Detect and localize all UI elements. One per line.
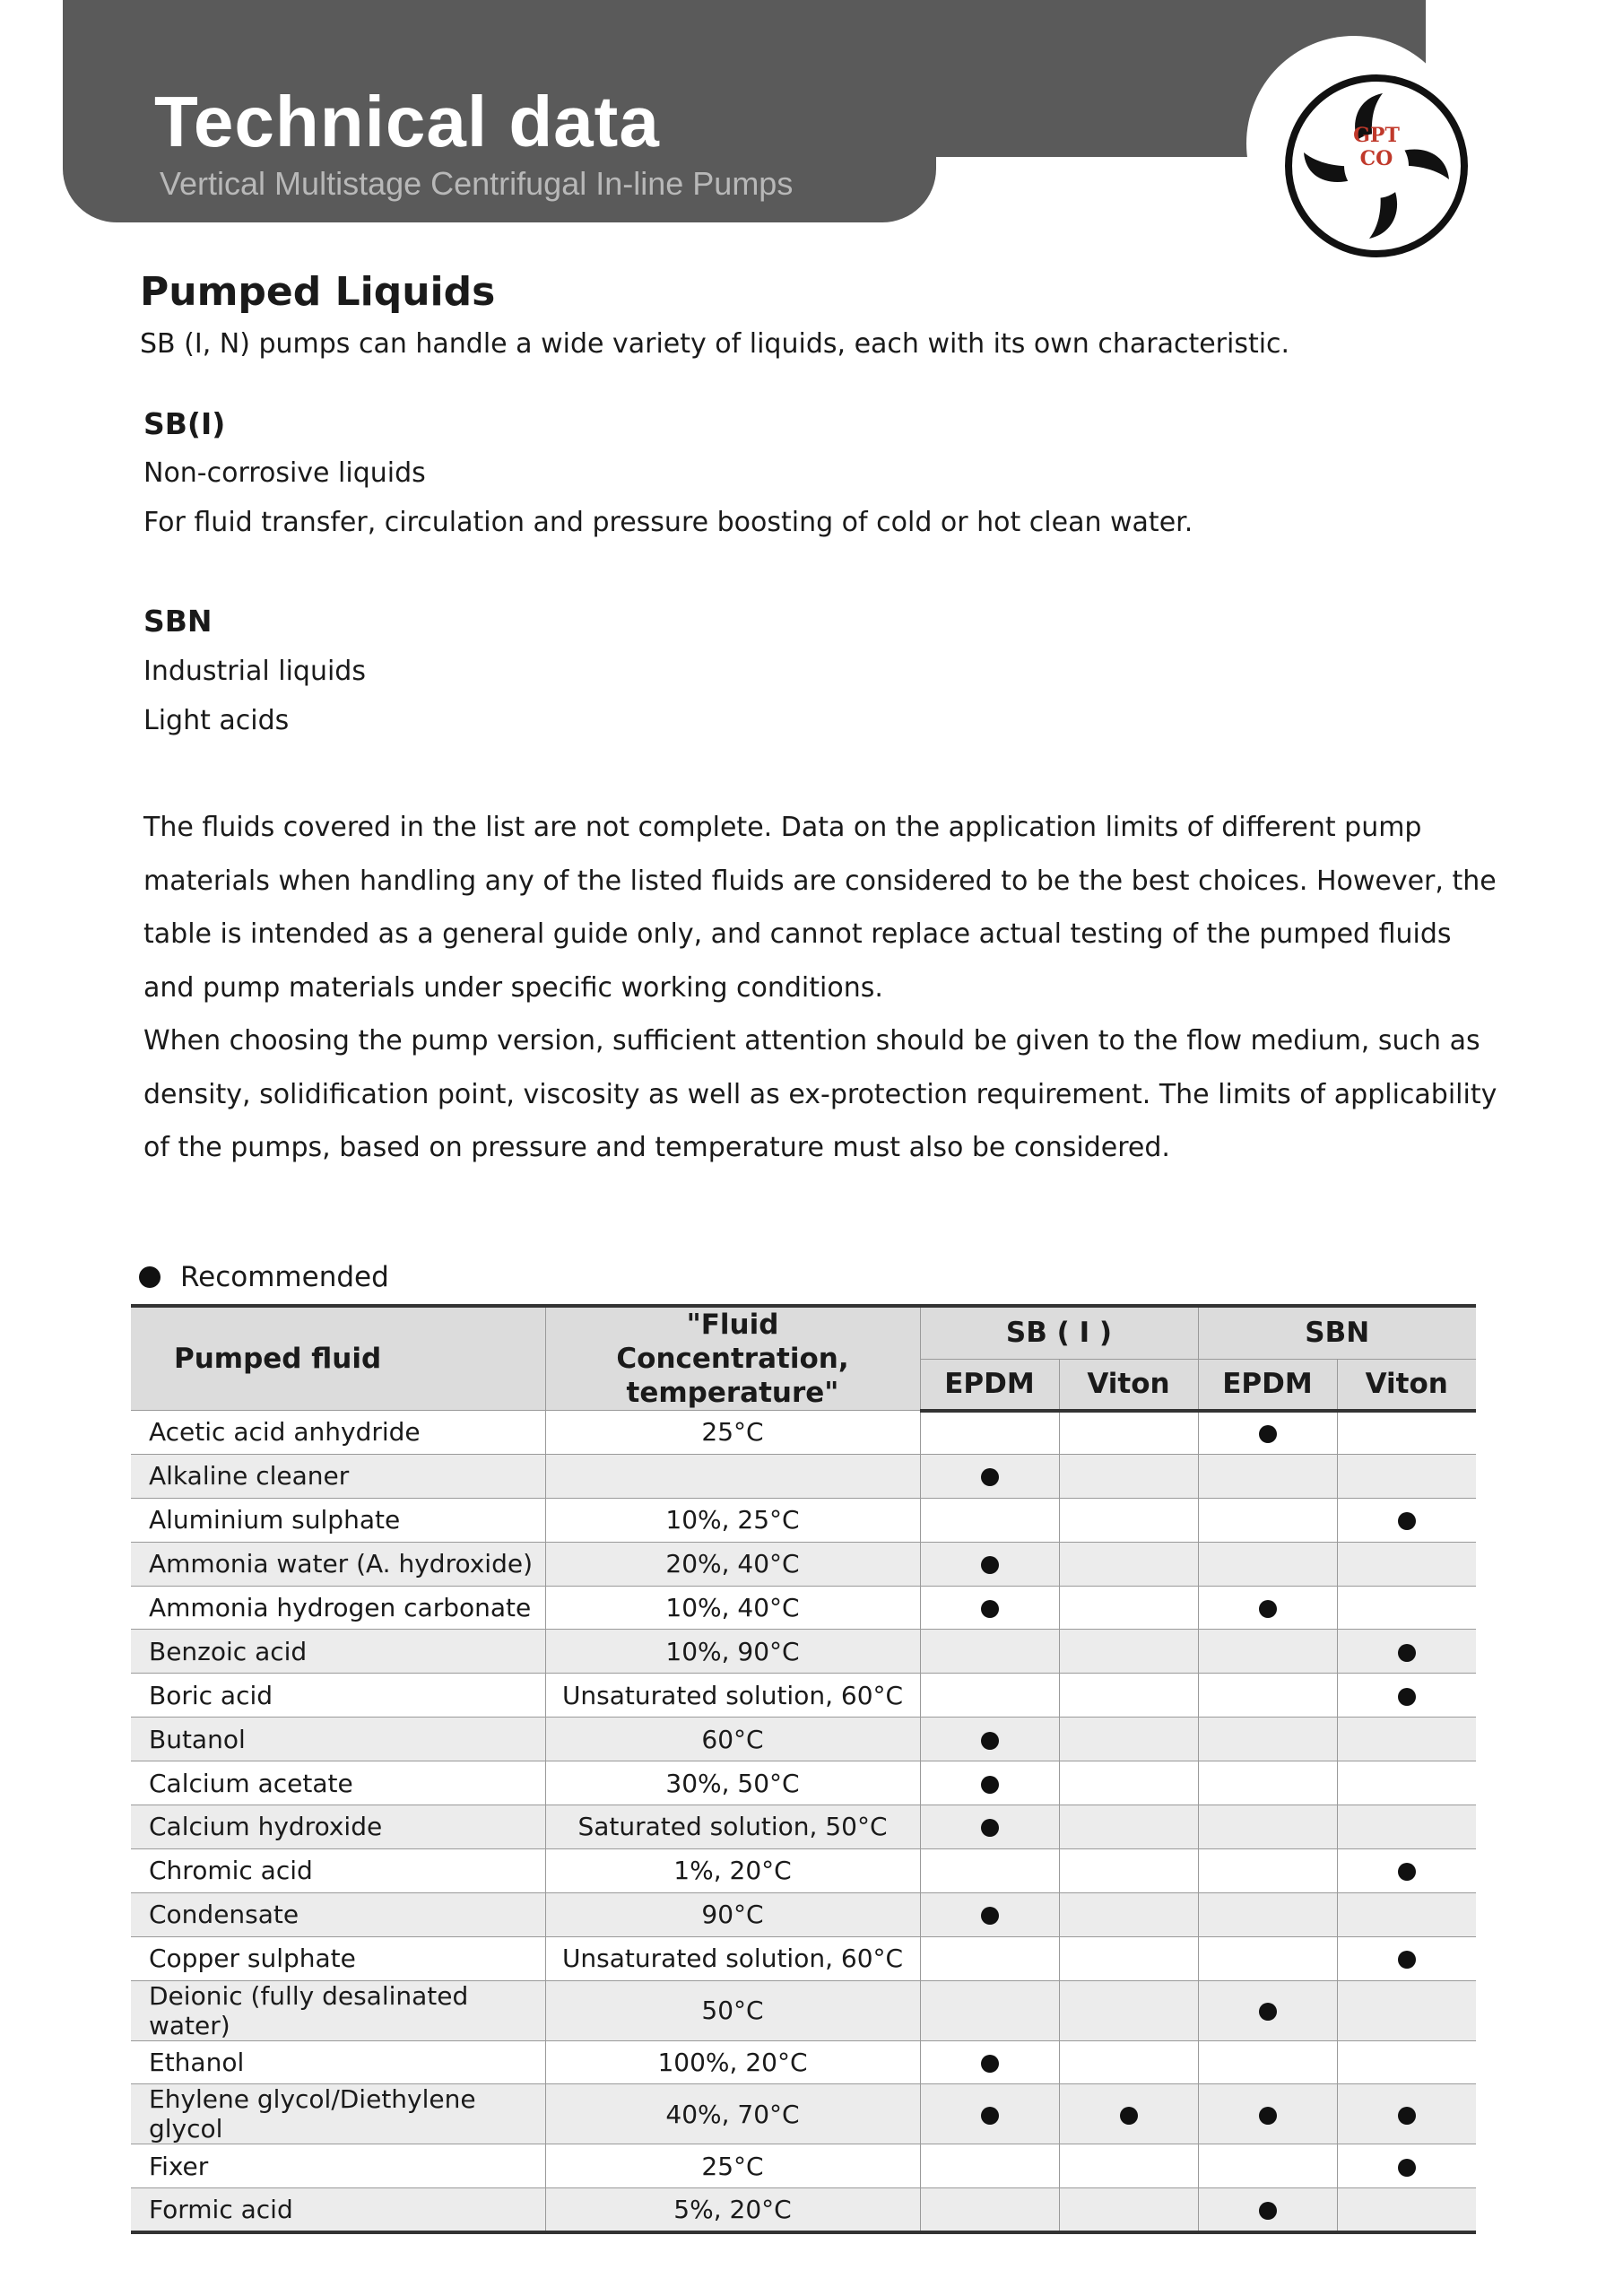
sbi-viton-cell: [1059, 1411, 1198, 1455]
table-row: [131, 1805, 1476, 1849]
recommended-dot-icon: [1259, 1600, 1277, 1618]
logo-text-top: GPT: [1353, 124, 1400, 147]
concentration-cell: 1%, 20°C: [545, 1848, 920, 1892]
notes-paragraph: [143, 801, 1497, 1175]
sbn-epdm-cell: [1198, 1674, 1337, 1718]
concentration-cell: 30%, 50°C: [545, 1761, 920, 1805]
concentration-cell: 50°C: [545, 1980, 920, 2040]
recommended-dot-icon: [1259, 2202, 1277, 2220]
concentration-cell: 25°C: [545, 1411, 920, 1455]
header-pumped-fluid: Pumped fluid: [131, 1306, 545, 1411]
recommended-dot-icon: [981, 1468, 999, 1486]
paragraph-line: materials when handling any of the listed fluids are considered to be the best choices. However, the: [143, 865, 1497, 897]
concentration-cell: 10%, 40°C: [545, 1586, 920, 1630]
sbi-epdm-cell: [920, 1674, 1059, 1718]
fluid-name-cell: Ehylene glycol/Diethylene glycol: [131, 2084, 545, 2144]
fluid-name-cell: Chromic acid: [131, 1848, 545, 1892]
sbi-epdm-cell: [920, 1761, 1059, 1805]
sbn-epdm-cell: [1198, 1892, 1337, 1936]
sbi-viton-cell: [1059, 1761, 1198, 1805]
pumped-fluids-table: [131, 1304, 1476, 2234]
sbi-epdm-cell: [920, 1892, 1059, 1936]
concentration-cell: 90°C: [545, 1892, 920, 1936]
concentration-cell: 10%, 90°C: [545, 1630, 920, 1674]
sbi-epdm-cell: [920, 2040, 1059, 2084]
sbi-epdm-cell: [920, 1805, 1059, 1849]
legend-label: Recommended: [180, 1261, 389, 1293]
table-row: [131, 1498, 1476, 1542]
logo-text-bottom: CO: [1359, 147, 1393, 170]
recommended-dot-icon: [1398, 1688, 1416, 1706]
recommended-dot-icon: [1120, 2107, 1138, 2125]
sbn-epdm-cell: [1198, 1761, 1337, 1805]
sbi-viton-cell: [1059, 1718, 1198, 1761]
sbi-heading: SB(I): [143, 406, 226, 441]
recommended-dot-icon: [1398, 1863, 1416, 1881]
concentration-cell: Saturated solution, 50°C: [545, 1805, 920, 1849]
sbn-viton-cell: [1337, 1498, 1476, 1542]
sbn-viton-cell: [1337, 1892, 1476, 1936]
table-row: [131, 1892, 1476, 1936]
sbi-epdm-cell: [920, 1630, 1059, 1674]
sbi-epdm-cell: [920, 1718, 1059, 1761]
sbi-line: For fluid transfer, circulation and pressure boosting of cold or hot clean water.: [143, 507, 1193, 538]
header-sbi-epdm: EPDM: [920, 1359, 1059, 1410]
header-sbn-epdm: EPDM: [1198, 1359, 1337, 1410]
fluid-name-cell: Copper sulphate: [131, 1936, 545, 1980]
fluid-name-cell: Fixer: [131, 2144, 545, 2188]
sbn-viton-cell: [1337, 1630, 1476, 1674]
sbi-epdm-cell: [920, 1586, 1059, 1630]
sbn-epdm-cell: [1198, 1498, 1337, 1542]
table-row: [131, 2188, 1476, 2232]
recommended-dot-icon: [139, 1266, 161, 1288]
sbn-epdm-cell: [1198, 2040, 1337, 2084]
table-row: [131, 1761, 1476, 1805]
paragraph-line: The fluids covered in the list are not complete. Data on the application limits of different pump: [143, 812, 1422, 843]
page-title: Technical data: [154, 82, 660, 161]
sbn-viton-cell: [1337, 2040, 1476, 2084]
concentration-cell: 25°C: [545, 2144, 920, 2188]
sbi-viton-cell: [1059, 1848, 1198, 1892]
sbi-epdm-cell: [920, 1848, 1059, 1892]
paragraph-line: density, solidification point, viscosity as well as ex-protection requirement. The limits of applicability: [143, 1078, 1497, 1110]
page-subtitle: Vertical Multistage Centrifugal In-line Pumps: [160, 165, 794, 202]
sbi-viton-cell: [1059, 1936, 1198, 1980]
table-row: [131, 1674, 1476, 1718]
sbn-epdm-cell: [1198, 1805, 1337, 1849]
sbi-epdm-cell: [920, 2084, 1059, 2144]
table-row: [131, 1454, 1476, 1498]
concentration-cell: 100%, 20°C: [545, 2040, 920, 2084]
sbn-viton-cell: [1337, 1848, 1476, 1892]
sbi-viton-cell: [1059, 1454, 1198, 1498]
sbi-viton-cell: [1059, 2188, 1198, 2232]
header-sbn-viton: Viton: [1337, 1359, 1476, 1410]
paragraph-line: table is intended as a general guide only, and cannot replace actual testing of the pumped fluids: [143, 918, 1452, 950]
table-row: [131, 1718, 1476, 1761]
sbi-viton-cell: [1059, 1630, 1198, 1674]
recommended-dot-icon: [1398, 2107, 1416, 2125]
recommended-dot-icon: [981, 1600, 999, 1618]
recommended-dot-icon: [1259, 1425, 1277, 1443]
sbn-epdm-cell: [1198, 1411, 1337, 1455]
sbn-line: Light acids: [143, 705, 290, 736]
recommended-dot-icon: [981, 2055, 999, 2073]
header-sbi-viton: Viton: [1059, 1359, 1198, 1410]
sbn-epdm-cell: [1198, 1936, 1337, 1980]
section-heading: Pumped Liquids: [140, 269, 496, 315]
sbn-heading: SBN: [143, 604, 213, 639]
fluid-name-cell: Benzoic acid: [131, 1630, 545, 1674]
sbn-epdm-cell: [1198, 1586, 1337, 1630]
sbn-viton-cell: [1337, 1805, 1476, 1849]
concentration-cell: 5%, 20°C: [545, 2188, 920, 2232]
sbi-epdm-cell: [920, 1542, 1059, 1586]
sbn-epdm-cell: [1198, 1454, 1337, 1498]
sbn-viton-cell: [1337, 1718, 1476, 1761]
paragraph-line: When choosing the pump version, sufficient attention should be given to the flow medium, such as: [143, 1025, 1480, 1057]
sbi-epdm-cell: [920, 1936, 1059, 1980]
sbn-epdm-cell: [1198, 1542, 1337, 1586]
fluid-name-cell: Formic acid: [131, 2188, 545, 2232]
sbn-epdm-cell: [1198, 2188, 1337, 2232]
sbi-epdm-cell: [920, 2144, 1059, 2188]
recommended-dot-icon: [1259, 2003, 1277, 2021]
sbi-viton-cell: [1059, 1674, 1198, 1718]
legend: [139, 1261, 389, 1293]
sbi-epdm-cell: [920, 1980, 1059, 2040]
table-row: [131, 1542, 1476, 1586]
section-intro: SB (I, N) pumps can handle a wide variety of liquids, each with its own characteristic.: [140, 328, 1290, 360]
table-row: [131, 1411, 1476, 1455]
sbn-viton-cell: [1337, 1674, 1476, 1718]
paragraph-line: and pump materials under specific working conditions.: [143, 971, 883, 1004]
sbi-viton-cell: [1059, 1892, 1198, 1936]
table-row: [131, 1848, 1476, 1892]
sbn-viton-cell: [1337, 2188, 1476, 2232]
sbn-viton-cell: [1337, 1980, 1476, 2040]
fluid-name-cell: Ethanol: [131, 2040, 545, 2084]
sbn-epdm-cell: [1198, 1630, 1337, 1674]
table-row: [131, 1586, 1476, 1630]
sbn-viton-cell: [1337, 1454, 1476, 1498]
fluid-name-cell: Condensate: [131, 1892, 545, 1936]
table-row: [131, 2144, 1476, 2188]
recommended-dot-icon: [981, 1776, 999, 1794]
fluid-name-cell: Calcium acetate: [131, 1761, 545, 1805]
concentration-cell: [545, 1454, 920, 1498]
sbn-line: Industrial liquids: [143, 656, 366, 687]
fluid-name-cell: Ammonia hydrogen carbonate: [131, 1586, 545, 1630]
recommended-dot-icon: [1398, 2159, 1416, 2177]
paragraph-line: of the pumps, based on pressure and temperature must also be considered.: [143, 1132, 1170, 1163]
sbi-viton-cell: [1059, 1805, 1198, 1849]
table-row: [131, 2040, 1476, 2084]
fluid-name-cell: Alkaline cleaner: [131, 1454, 545, 1498]
recommended-dot-icon: [981, 2107, 999, 2125]
fluid-name-cell: Butanol: [131, 1718, 545, 1761]
sbn-viton-cell: [1337, 1936, 1476, 1980]
concentration-cell: 20%, 40°C: [545, 1542, 920, 1586]
sbn-epdm-cell: [1198, 2144, 1337, 2188]
header-concentration-text: "Fluid Concentration, temperature": [616, 1309, 849, 1409]
recommended-dot-icon: [1259, 2107, 1277, 2125]
table-row: [131, 1980, 1476, 2040]
recommended-dot-icon: [981, 1556, 999, 1574]
concentration-cell: Unsaturated solution, 60°C: [545, 1936, 920, 1980]
sbn-epdm-cell: [1198, 1718, 1337, 1761]
fluid-name-cell: Aluminium sulphate: [131, 1498, 545, 1542]
fluid-name-cell: Deionic (fully desalinated water): [131, 1980, 545, 2040]
table-row: [131, 2084, 1476, 2144]
header-group-sbn: SBN: [1198, 1306, 1476, 1359]
sbn-epdm-cell: [1198, 2084, 1337, 2144]
sbi-viton-cell: [1059, 2144, 1198, 2188]
fluid-name-cell: Acetic acid anhydride: [131, 1411, 545, 1455]
concentration-cell: 10%, 25°C: [545, 1498, 920, 1542]
recommended-dot-icon: [981, 1907, 999, 1925]
recommended-dot-icon: [981, 1732, 999, 1750]
sbn-viton-cell: [1337, 1761, 1476, 1805]
fluid-name-cell: Ammonia water (A. hydroxide): [131, 1542, 545, 1586]
sbi-viton-cell: [1059, 1498, 1198, 1542]
fluid-name-cell: Calcium hydroxide: [131, 1805, 545, 1849]
recommended-dot-icon: [981, 1819, 999, 1837]
table-row: [131, 1936, 1476, 1980]
table-row: [131, 1630, 1476, 1674]
concentration-cell: 60°C: [545, 1718, 920, 1761]
sbi-viton-cell: [1059, 1980, 1198, 2040]
sbi-viton-cell: [1059, 1542, 1198, 1586]
sbn-epdm-cell: [1198, 1980, 1337, 2040]
concentration-cell: Unsaturated solution, 60°C: [545, 1674, 920, 1718]
recommended-dot-icon: [1398, 1644, 1416, 1662]
sbi-epdm-cell: [920, 1498, 1059, 1542]
sbn-viton-cell: [1337, 2144, 1476, 2188]
sbi-viton-cell: [1059, 1586, 1198, 1630]
header-concentration: [545, 1306, 920, 1411]
concentration-cell: 40%, 70°C: [545, 2084, 920, 2144]
sbi-line: Non-corrosive liquids: [143, 457, 426, 489]
sbn-viton-cell: [1337, 1542, 1476, 1586]
recommended-dot-icon: [1398, 1951, 1416, 1969]
sbi-epdm-cell: [920, 1454, 1059, 1498]
sbi-viton-cell: [1059, 2084, 1198, 2144]
sbi-epdm-cell: [920, 1411, 1059, 1455]
recommended-dot-icon: [1398, 1512, 1416, 1530]
company-logo: [1284, 74, 1469, 258]
sbi-epdm-cell: [920, 2188, 1059, 2232]
sbn-viton-cell: [1337, 2084, 1476, 2144]
sbn-viton-cell: [1337, 1411, 1476, 1455]
sbn-epdm-cell: [1198, 1848, 1337, 1892]
fluid-name-cell: Boric acid: [131, 1674, 545, 1718]
sbi-viton-cell: [1059, 2040, 1198, 2084]
table-body: [131, 1411, 1476, 2232]
sbn-viton-cell: [1337, 1586, 1476, 1630]
header-group-sbi: SB ( I ): [920, 1306, 1198, 1359]
